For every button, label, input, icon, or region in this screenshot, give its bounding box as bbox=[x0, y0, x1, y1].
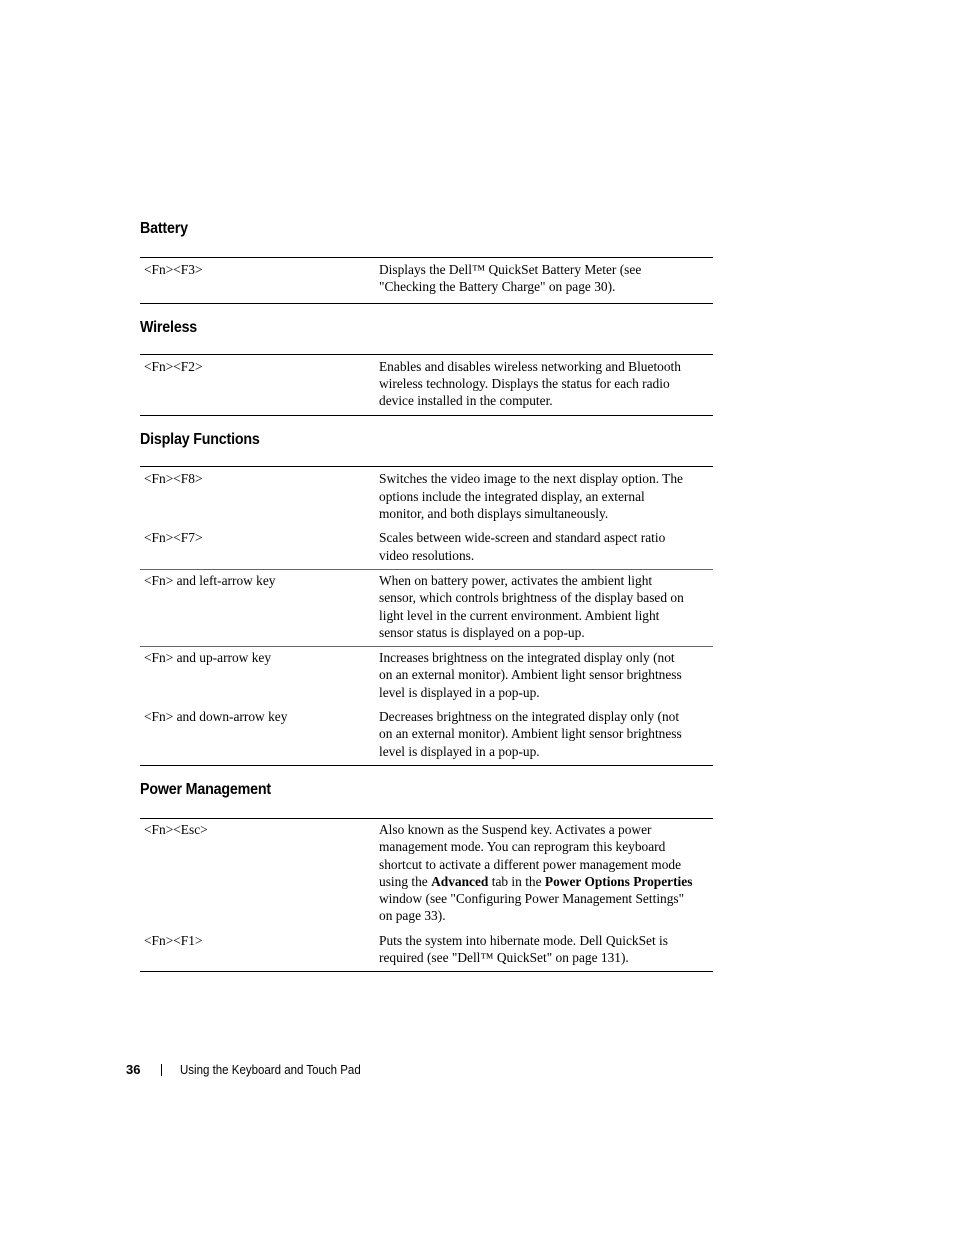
section-heading: Power Management bbox=[140, 780, 271, 798]
section-battery bbox=[140, 219, 713, 304]
row-group bbox=[140, 569, 713, 646]
description-line: management mode. You can reprogram this keyboard bbox=[379, 839, 666, 855]
table-row bbox=[140, 649, 713, 701]
shortcut-key: <Fn><Esc> bbox=[144, 821, 208, 837]
page-number: 36 bbox=[126, 1062, 141, 1077]
section-heading: Wireless bbox=[140, 318, 198, 336]
ui-label-bold: Power Options Properties bbox=[544, 873, 693, 889]
description-line: light level in the current environment. Ambient light bbox=[379, 607, 660, 623]
text-run: tab in the bbox=[488, 873, 545, 889]
description-line: Increases brightness on the integrated display only (not bbox=[379, 650, 675, 666]
description-line: video resolutions. bbox=[379, 547, 475, 563]
description-line: monitor, and both displays simultaneously. bbox=[379, 506, 609, 522]
description-line: on page 33). bbox=[379, 908, 446, 924]
shortcut-key: <Fn><F1> bbox=[144, 932, 203, 948]
shortcut-description bbox=[379, 358, 709, 410]
page-footer bbox=[126, 1062, 377, 1077]
document-body bbox=[140, 219, 713, 972]
row-group bbox=[140, 258, 713, 303]
shortcut-description bbox=[379, 932, 709, 967]
description-line: Displays the Dell™ QuickSet Battery Meter (see bbox=[379, 262, 642, 277]
description-line: required (see "Dell™ QuickSet" on page 131). bbox=[379, 950, 629, 966]
shortcut-key: <Fn><F8> bbox=[144, 471, 203, 487]
shortcut-key: <Fn> and left-arrow key bbox=[144, 572, 276, 588]
table-row bbox=[140, 572, 713, 641]
section-display-functions bbox=[140, 430, 713, 765]
shortcut-key: <Fn> and up-arrow key bbox=[144, 650, 272, 666]
description-line: Puts the system into hibernate mode. Dell QuickSet is bbox=[379, 932, 668, 948]
shortcut-key: <Fn><F2> bbox=[144, 358, 203, 374]
ui-label-bold: Advanced bbox=[431, 873, 489, 889]
shortcut-table bbox=[140, 257, 713, 304]
shortcut-key: <Fn><F3> bbox=[144, 262, 203, 277]
description-line: "Checking the Battery Charge" on page 30). bbox=[379, 279, 616, 295]
section-heading: Display Functions bbox=[140, 431, 260, 449]
description-line: wireless technology. Displays the status for each radio bbox=[379, 375, 670, 391]
footer-divider bbox=[161, 1064, 162, 1076]
shortcut-table bbox=[140, 818, 713, 972]
description-line: device installed in the computer. bbox=[379, 393, 553, 409]
description-line: sensor status is displayed on a pop-up. bbox=[379, 624, 585, 640]
row-group bbox=[140, 355, 713, 416]
description-line: Enables and disables wireless networking and Bluetooth bbox=[379, 358, 681, 374]
description-line: Decreases brightness on the integrated display only (not bbox=[379, 709, 680, 725]
table-row bbox=[140, 261, 713, 296]
table-row bbox=[140, 708, 713, 760]
shortcut-description bbox=[379, 649, 709, 701]
description-line: level is displayed in a pop-up. bbox=[379, 684, 540, 700]
description-line: Switches the video image to the next display option. The bbox=[379, 471, 683, 487]
chapter-title: Using the Keyboard and Touch Pad bbox=[180, 1062, 362, 1077]
shortcut-table bbox=[140, 466, 713, 765]
description-line: shortcut to activate a different power management mode bbox=[379, 856, 682, 872]
table-row bbox=[140, 470, 713, 522]
table-row bbox=[140, 358, 713, 410]
text-run: using the bbox=[379, 873, 432, 889]
shortcut-key: <Fn><F7> bbox=[144, 530, 203, 546]
shortcut-description bbox=[379, 821, 709, 925]
section-heading: Battery bbox=[140, 220, 188, 237]
shortcut-key: <Fn> and down-arrow key bbox=[144, 709, 288, 725]
section-wireless bbox=[140, 318, 713, 417]
description-line: Also known as the Suspend key. Activates a power bbox=[379, 821, 652, 837]
table-row bbox=[140, 529, 713, 564]
shortcut-description bbox=[379, 470, 709, 522]
shortcut-description bbox=[379, 708, 709, 760]
row-group bbox=[140, 467, 713, 568]
table-row bbox=[140, 932, 713, 967]
description-line: on an external monitor). Ambient light sensor brightness bbox=[379, 667, 682, 683]
shortcut-table bbox=[140, 354, 713, 417]
description-line: When on battery power, activates the ambient light bbox=[379, 572, 653, 588]
description-line: window (see "Configuring Power Management Settings" bbox=[379, 891, 685, 907]
description-line: options include the integrated display, an external bbox=[379, 488, 645, 504]
shortcut-description bbox=[379, 572, 709, 641]
description-line: Scales between wide-screen and standard aspect ratio bbox=[379, 530, 666, 546]
description-line: level is displayed in a pop-up. bbox=[379, 743, 540, 759]
shortcut-description bbox=[379, 529, 709, 564]
table-row bbox=[140, 821, 713, 925]
row-group bbox=[140, 819, 713, 971]
shortcut-description bbox=[379, 261, 709, 296]
description-line bbox=[379, 873, 709, 890]
description-line: sensor, which controls brightness of the display based on bbox=[379, 590, 684, 606]
section-power-management bbox=[140, 780, 713, 972]
row-group bbox=[140, 646, 713, 765]
description-line: on an external monitor). Ambient light sensor brightness bbox=[379, 726, 682, 742]
